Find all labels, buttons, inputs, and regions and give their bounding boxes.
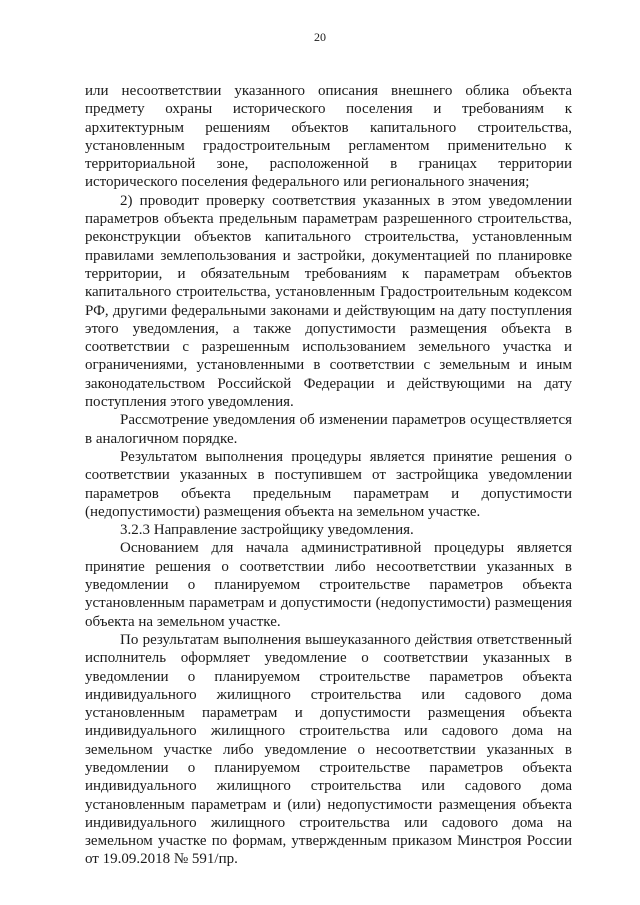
paragraph-change-review: Рассмотрение уведомления об изменении параметров осуществляется в аналогичном порядке. xyxy=(85,412,572,447)
paragraph-continuation: или несоответствии указанного описания внешнего облика объекта предмету охраны исторического поселения и требованиям к архитектурным решениям объектов капитального строительства, установленным градостроительным регламентом применительно к территориальной зоне, расположенной в границах территории исторического поселения федерального или регионального значения; xyxy=(85,83,572,191)
paragraph-procedure-basis: Основанием для начала административной процедуры является принятие решения о соответствии либо несоответствии указанных в уведомлении о планируемом строительстве параметров объекта установленным параметрам и допустимости (недопустимости) размещения объекта на земельном участке. xyxy=(85,540,572,630)
paragraph-procedure-result: Результатом выполнения процедуры является принятие решения о соответствии указанных в поступившем от застройщика уведомлении параметров объекта предельным параметрам и допустимости (недопустимости) размещения объекта на земельном участке. xyxy=(85,448,572,520)
document-body xyxy=(85,82,572,869)
page-number: 20 xyxy=(314,30,326,44)
paragraph-notification-forms: По результатам выполнения вышеуказанного действия ответственный исполнитель оформляет уведомление о соответствии указанных в уведомлении о планируемом строительстве параметров объекта индивидуального жилищного строительства или садового дома установленным параметрам и допустимости размещения объекта индивидуального жилищного строительства или садового дома на земельном участке либо уведомление о несоответствии указанных в уведомлении о планируемом строительстве параметров объекта индивидуального жилищного строительства или садового дома установленным параметрам и (или) недопустимости размещения объекта индивидуального жилищного строительства или садового дома на земельном участке по формам, утвержденным приказом Минстроя России от 19.09.2018 № 591/пр. xyxy=(85,631,572,868)
section-heading-3-2-3: 3.2.3 Направление застройщику уведомления. xyxy=(120,522,414,539)
paragraph-check-parameters: 2) проводит проверку соответствия указанных в этом уведомлении параметров объекта предельным параметрам разрешенного строительства, реконструкции объектов капитального строительства, установленным правилами землепользования и застройки, документацией по планировке территории, и обязательным требованиям к параметрам объектов капитального строительства, установленным Градостроительным кодексом РФ, другими федеральными законами и действующим на дату поступления этого уведомления, а также допустимости размещения объекта в соответствии с разрешенным использованием земельного участка и ограничениями, установленными в соответствии с земельным и иным законодательством Российской Федерации и действующими на дату поступления этого уведомления. xyxy=(85,192,572,411)
